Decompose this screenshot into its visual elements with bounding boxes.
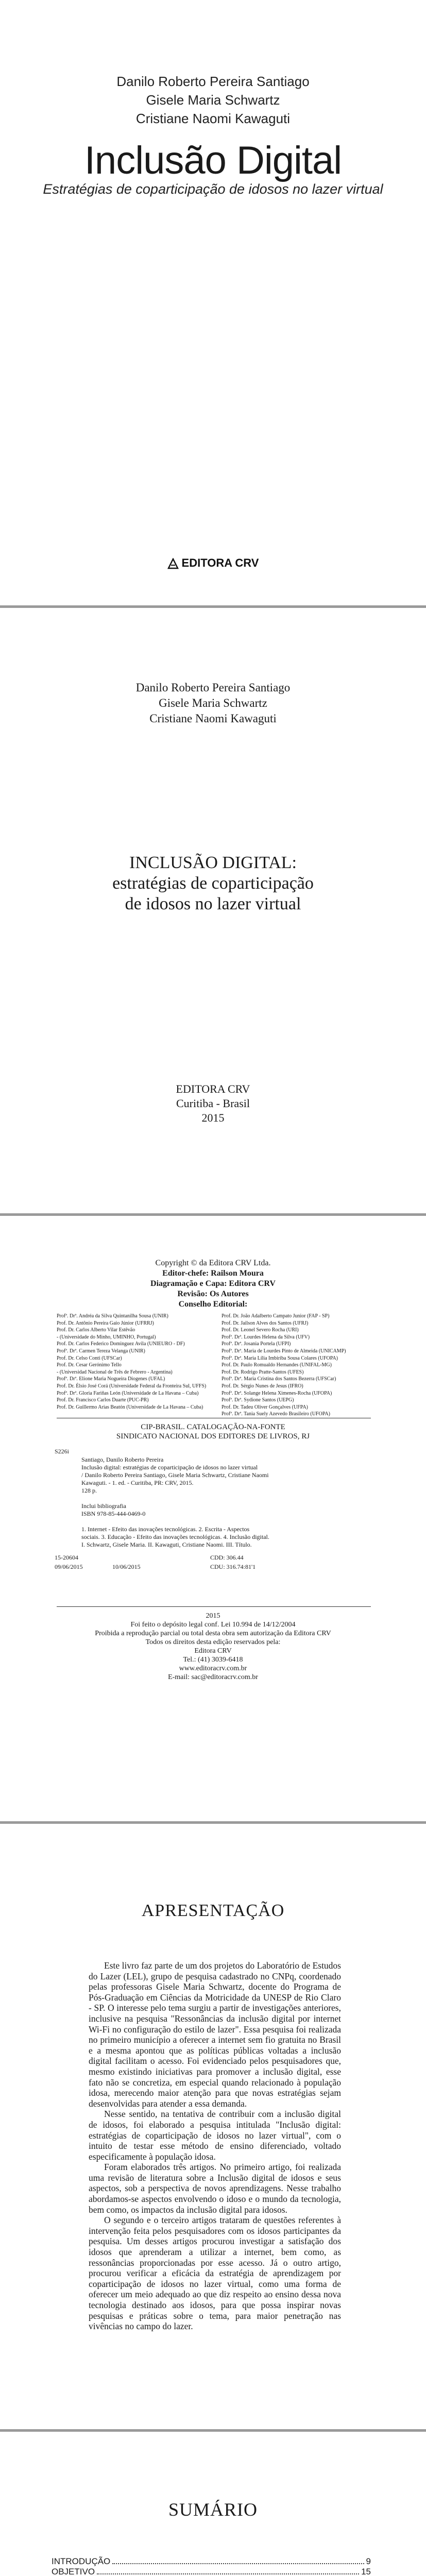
presentation-paragraph: Este livro faz parte de um dos projetos do Laboratório de Estudos do Lazer (LEL), grupo de pesquisa cadastrado no CNPq, coordenado pelas professoras Gisele Maria Schwartz, docente do Programa de Pós-Graduação em Ciências da Motricidade da UNESP de Rio Claro - SP. O interesse pelo tema surgiu a partir de investigações anteriores, inclusive na pesquisa "Ressonâncias da inclusão digital por internet Wi-Fi no configuração do estilo de lazer". Essa pesquisa foi realizada no primeiro município a oferecer a internet sem fio gratuita no Brasil e a mesma apontou que as políticas públicas voltadas a inclusão digital facilitam o acesso. Foi evidenciado pelos pesquisadores que, mesmo existindo iniciativas para promover a inclusão digital, esse fato não se concretiza, em especial quando relacionado à população idosa, merecendo maior atenção para que novas estratégias sejam desenvolvidas para atender a essa demanda.	[89, 1960, 341, 2109]
divider	[57, 1606, 371, 1607]
board-member: Prof. Dr. Paulo Romualdo Hernandes (UNIFAL-MG)	[221, 1362, 332, 1368]
toc-entry-page: 15	[361, 2567, 371, 2576]
board-member: Profª. Drª. Carmen Tereza Velanga (UNIR)	[57, 1348, 145, 1354]
board-member: Prof. Dr. Guillermo Arias Beatón (Universidade de La Havana – Cuba)	[57, 1404, 203, 1410]
board-member: Profª. Drª. Maria Cristina dos Santos Bezerra (UFSCar)	[221, 1376, 336, 1382]
board-member: Profª. Drª. Josania Portela (UFPI)	[221, 1341, 291, 1347]
cip-line: / Danilo Roberto Pereira Santiago, Gisele Maria Schwartz, Cristiane Naomi	[81, 1471, 269, 1479]
toc-leader-dots	[112, 2563, 364, 2564]
presentation-title: APRESENTAÇÃO	[141, 1901, 285, 1920]
presentation-paragraph: O segundo e o terceiro artigos trataram de questões referentes à intervenção feita pelos pesquisadores com os idosos participantes da pesquisa. Um desses artigos procurou investigar a satisfação dos idosos que aprenderam a utilizar a internet, bem como, as ressonâncias proporcionadas por esse acesso. Já o outro artigo, procurou verificar a eficácia da estratégia de aprendizagem por coparticipação de idosos no lazer virtual, como uma forma de oferecer um meio adequado ao que diz respeito ao ensino dessa nova tecnologia destinado aos idosos, para que possa inspirar novas pesquisas e práticas sobre o tema, para maior penetração nas vivências no campo do lazer.	[89, 2215, 341, 2332]
cover-authors	[0, 72, 426, 128]
cip-title-line: SINDICATO NACIONAL DOS EDITORES DE LIVROS, RJ	[116, 1432, 310, 1440]
presentation-page	[0, 1824, 426, 2429]
board-member: Prof. Dr. Élsio José Corá (Universidade Federal da Fronteira Sul, UFFS)	[57, 1383, 207, 1389]
board-member: Prof. Dr. Rodrigo Pratte-Santos (UFES)	[221, 1369, 304, 1375]
board-member: Profª. Drª. Sydione Santos (UEPG)	[221, 1397, 294, 1403]
cip-record-id: 15-20604	[55, 1554, 78, 1561]
cover-author: Danilo Roberto Pereira Santiago	[116, 74, 310, 89]
copyright-line: Revisão: Os Autores	[177, 1290, 249, 1298]
board-member: Prof. Dr. Carlos Alberto Vilar Estêvão	[57, 1327, 135, 1333]
copyright-page	[0, 1216, 426, 1821]
title-page-author: Cristiane Naomi Kawaguti	[149, 712, 277, 725]
title-line: estratégias de coparticipação	[112, 874, 314, 893]
footer-line: Todos os direitos desta edição reservados pela:	[145, 1638, 281, 1646]
board-member: Prof. Dr. Antônio Pereira Gaio Júnior (UFRRJ)	[57, 1320, 154, 1326]
cover-page	[0, 0, 426, 605]
title-line: de idosos no lazer virtual	[125, 894, 301, 913]
cip-record-cdd: CDU: 316.74:81'1	[210, 1563, 256, 1570]
cover-author: Gisele Maria Schwartz	[146, 92, 280, 108]
publisher-line: EDITORA CRV	[176, 1082, 250, 1095]
board-member: Profª. Drª. Tania Suely Azevedo Brasileiro (UFOPA)	[221, 1411, 330, 1417]
cip-record-id: 09/06/2015	[55, 1563, 83, 1570]
cip-records	[55, 1554, 339, 1574]
board-member: Profª. Drª. Gloria Fariñas León (Universidade de La Havana – Cuba)	[57, 1390, 199, 1396]
presentation-paragraph: Foram elaborados três artigos. No primeiro artigo, foi realizada uma revisão de literatura sobre a Inclusão digital de idosos e seus aspectos, sob a perspectiva de novos aprendizagens. Nesse trabalho abordamos-se aspectos envolvendo o idoso e o mundo da tecnologia, bem como, os impactos da inclusão digital para idosos.	[89, 2162, 341, 2215]
title-page-authors	[0, 680, 426, 726]
toc-entry-label: INTRODUÇÃO	[52, 2556, 111, 2566]
cip-record-cdd: CDD: 306.44	[210, 1554, 244, 1561]
presentation-body	[89, 1960, 341, 2332]
board-member: Profª. Drª. Andréa da Silva Quintanilha Sousa (UNIR)	[57, 1313, 168, 1319]
cip-line: I. Schwartz, Gisele Maria. II. Kawaguti, Cristiane Naomi. III. Título.	[81, 1541, 252, 1548]
cip-line: 1. Internet - Efeito das inovações tecnológicas. 2. Escrita - Aspectos	[81, 1526, 250, 1533]
title-page-author: Gisele Maria Schwartz	[159, 697, 267, 709]
cip-line: Santiago, Danilo Roberto Pereira	[81, 1456, 164, 1463]
editorial-board-left	[57, 1313, 211, 1411]
cip-line: Kawaguti. - 1. ed. - Curitiba, PR: CRV, 2015.	[81, 1479, 194, 1486]
publisher-line: Curitiba - Brasil	[176, 1097, 250, 1110]
footer-line: Foi feito o depósito legal conf. Lei 10.994 de 14/12/2004	[130, 1621, 296, 1629]
cover-subtitle: Estratégias de coparticipação de idosos no lazer virtual	[43, 181, 383, 197]
publisher-logo-text: EDITORA CRV	[181, 556, 259, 569]
cip-lines	[81, 1448, 339, 1549]
footer-line: 2015	[206, 1612, 220, 1620]
footer-line: Editora CRV	[194, 1647, 232, 1655]
cip-title-line: CIP-BRASIL. CATALOGAÇÃO-NA-FONTE	[141, 1423, 285, 1431]
summary-title: SUMÁRIO	[168, 2499, 258, 2520]
crv-logo-icon	[167, 558, 179, 569]
footer-line: Tel.: (41) 3039-6418	[183, 1656, 243, 1664]
cip-line	[81, 1495, 339, 1502]
board-member: - (Universidad Nacional de Três de Febrero - Argentina)	[57, 1369, 173, 1375]
summary-page	[0, 2432, 426, 2576]
cip-record-date: 10/06/2015	[112, 1563, 141, 1570]
footer-line: E-mail: sac@editoracrv.com.br	[168, 1673, 258, 1681]
toc-entry-label: OBJETIVO	[52, 2567, 95, 2576]
board-member: - (Universidade do Minho, UMINHO, Portugal)	[57, 1334, 156, 1340]
title-page-title	[0, 853, 426, 914]
toc-leader-dots	[97, 2573, 359, 2574]
toc-entry-page: 9	[366, 2556, 371, 2566]
presentation-paragraph: Nesse sentido, na tentativa de contribuir com a inclusão digital de idosos, foi elaborado a pesquisa intitulada "Inclusão digital: estratégias de coparticipação de idosos no lazer virtual", com o intuito de testar esse método de ensino diferenciado, voltado especificamente à população idosa.	[89, 2109, 341, 2162]
footer-line: Proibida a reprodução parcial ou total desta obra sem autorização da Editora CRV	[95, 1630, 331, 1637]
copyright-footer	[0, 1612, 426, 1682]
copyright-line: Editor-chefe: Railson Moura	[162, 1269, 264, 1278]
board-member: Prof. Dr. Jailson Alves dos Santos (UFRJ)	[221, 1320, 309, 1326]
footer-line: www.editoracrv.com.br	[179, 1665, 247, 1672]
board-member: Prof. Dr. Cesar Gerónimo Tello	[57, 1362, 122, 1368]
cip-line: Inclui bibliografia	[81, 1502, 126, 1510]
publisher-logo	[0, 556, 426, 570]
cip-line: ISBN 978-85-444-0469-0	[81, 1510, 146, 1517]
cip-record	[55, 1448, 339, 1574]
cover-author: Cristiane Naomi Kawaguti	[135, 111, 291, 126]
cip-line	[81, 1518, 339, 1526]
copyright-line: Conselho Editorial:	[178, 1300, 248, 1309]
cip-title	[0, 1422, 426, 1441]
board-member: Profª. Drª. Solange Helena Ximenes-Rocha (UFOPA)	[221, 1390, 332, 1396]
board-member: Prof. Dr. João Adalberto Campato Junior (FAP - SP)	[221, 1313, 330, 1319]
board-member: Prof. Dr. Celso Conti (UFSCar)	[57, 1355, 122, 1361]
board-member: Prof. Dr. Carlos Federico Dominguez Avila (UNIEURO - DF)	[57, 1341, 185, 1347]
title-page-author: Danilo Roberto Pereira Santiago	[135, 681, 291, 694]
cip-code: S226i	[55, 1448, 70, 1455]
cip-line: sociais. 3. Educação - Efeito das inovações tecnológicas. 4. Inclusão digital.	[81, 1533, 269, 1540]
copyright-line: Diagramação e Capa: Editora CRV	[150, 1279, 276, 1288]
cip-line: Inclusão digital: estratégias de coparticipação de idosos no lazer virtual	[81, 1464, 258, 1471]
cip-line: 128 p.	[81, 1487, 97, 1494]
toc-entry[interactable]	[52, 2555, 371, 2567]
board-member: Profª. Drª. Lourdes Helena da Silva (UFV)	[221, 1334, 310, 1340]
board-member: Profª. Drª. Elione Maria Nogueira Diogenes (UFAL)	[57, 1376, 165, 1382]
toc-entry[interactable]	[52, 2566, 371, 2576]
copyright-line: Copyright © da Editora CRV Ltda.	[155, 1259, 271, 1267]
board-member: Prof. Dr. Tadeu Oliver Gonçalves (UFPA)	[221, 1404, 308, 1410]
editorial-board-right	[221, 1313, 376, 1418]
board-member: Profª. Drª. Maria de Lourdes Pinto de Almeida (UNICAMP)	[221, 1348, 346, 1354]
title-page	[0, 608, 426, 1213]
publisher-line: 2015	[201, 1111, 225, 1124]
board-member: Profª. Drª. Maria Lília Imbiriba Sousa Colares (UFOPA)	[221, 1355, 338, 1361]
copyright-header	[0, 1258, 426, 1310]
board-member: Prof. Dr. Sérgio Nunes de Jesus (IFRO)	[221, 1383, 303, 1389]
board-member: Prof. Dr. Leonel Severo Rocha (URI)	[221, 1327, 299, 1333]
cover-title: Inclusão Digital	[84, 139, 342, 182]
board-member: Prof. Dr. Francisco Carlos Duarte (PUC-PR)	[57, 1397, 149, 1403]
title-page-publisher	[0, 1082, 426, 1125]
title-line: INCLUSÃO DIGITAL:	[129, 853, 297, 872]
